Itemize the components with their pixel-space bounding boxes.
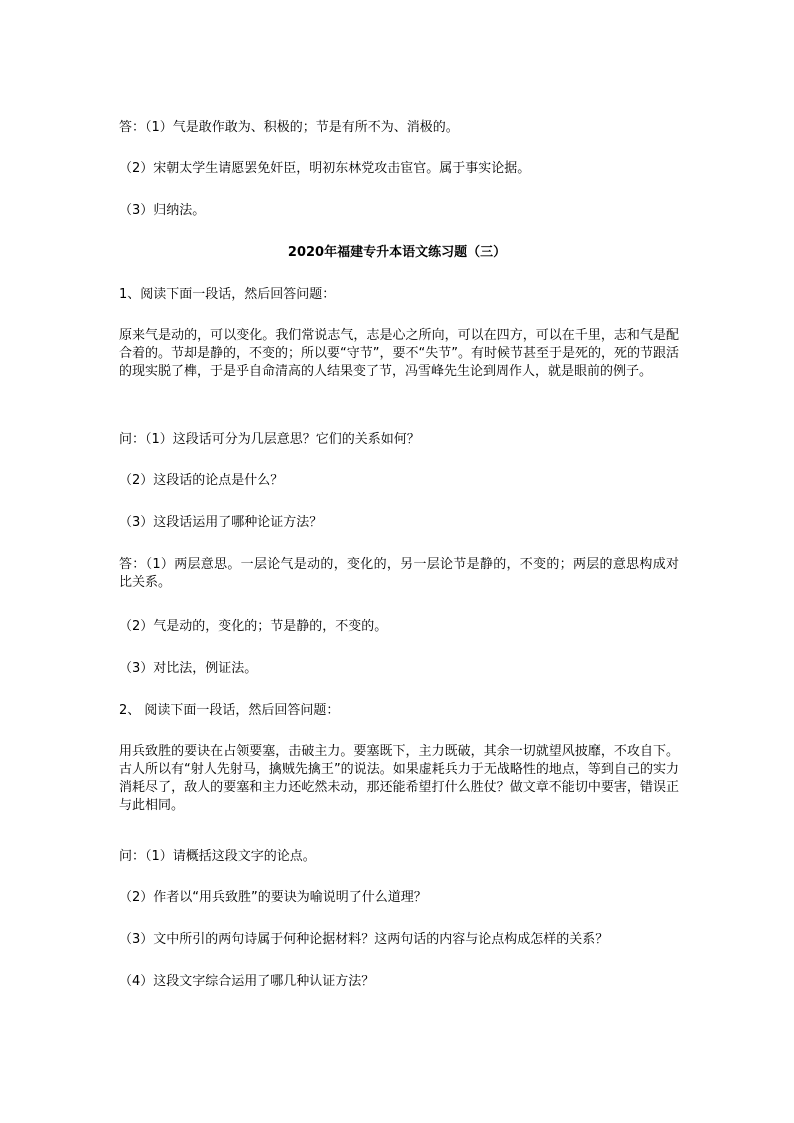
question-2-sub-3: （3）文中所引的两句诗属于何种论据材料？这两句话的内容与论点构成怎样的关系？ [119,932,609,947]
question-2-sub-1: 问：（1）请概括这段文字的论点。 [119,849,316,864]
question-1-prompt: 1、阅读下面一段话，然后回答问题： [119,287,336,302]
question-1-passage: 原来气是动的，可以变化。我们常说志气，志是心之所向，可以在四方，可以在千里，志和气是配合着的。节却是静的，不变的；所以要“守节”，要不“失节”。有时候节甚至于是死的，死的节跟活的现实脱了榫，于是乎自命清高的人结果变了节，冯雪峰先生论到周作人，就是眼前的例子。 [119,328,679,379]
section-title: 2020年福建专升本语文练习题（三） [287,245,507,260]
question-1-answer-1: 答：（1）两层意思。一层论气是动的，变化的，另一层论节是静的，不变的；两层的意思构成对比关系。 [119,557,679,590]
prev-answer-3: （3）归纳法。 [119,203,206,218]
prev-answer-2: （2）宋朝太学生请愿罢免奸臣，明初东林党攻击宦官。属于事实论据。 [119,161,531,176]
question-1-sub-2: （2）这段话的论点是什么？ [119,473,284,488]
question-2-sub-4: （4）这段文字综合运用了哪几种认证方法？ [119,974,375,989]
question-1-answer-2: （2）气是动的，变化的；节是静的，不变的。 [119,619,388,634]
question-2-passage: 用兵致胜的要诀在占领要塞，击破主力。要塞既下，主力既破，其余一切就望风披靡，不攻自下。古人所以有“射人先射马，擒贼先擒王”的说法。如果虚耗兵力于无战略性的地点，等到自己的实力消耗尽了，敌人的要塞和主力还屹然未动，那还能希望打什么胜仗？做文章不能切中要害，错误正与此相同。 [119,744,679,813]
prev-answer-1: 答：（1）气是敢作敢为、积极的；节是有所不为、消极的。 [119,120,459,135]
question-2-prompt: 2、 阅读下面一段话，然后回答问题： [119,703,340,718]
question-2-sub-2: （2）作者以“用兵致胜”的要诀为喻说明了什么道理？ [119,890,427,905]
question-1-sub-3: （3）这段话运用了哪种论证方法？ [119,515,323,530]
question-1-sub-1: 问：（1）这段话可分为几层意思？它们的关系如何？ [119,432,420,447]
question-1-answer-3: （3）对比法，例证法。 [119,661,258,676]
